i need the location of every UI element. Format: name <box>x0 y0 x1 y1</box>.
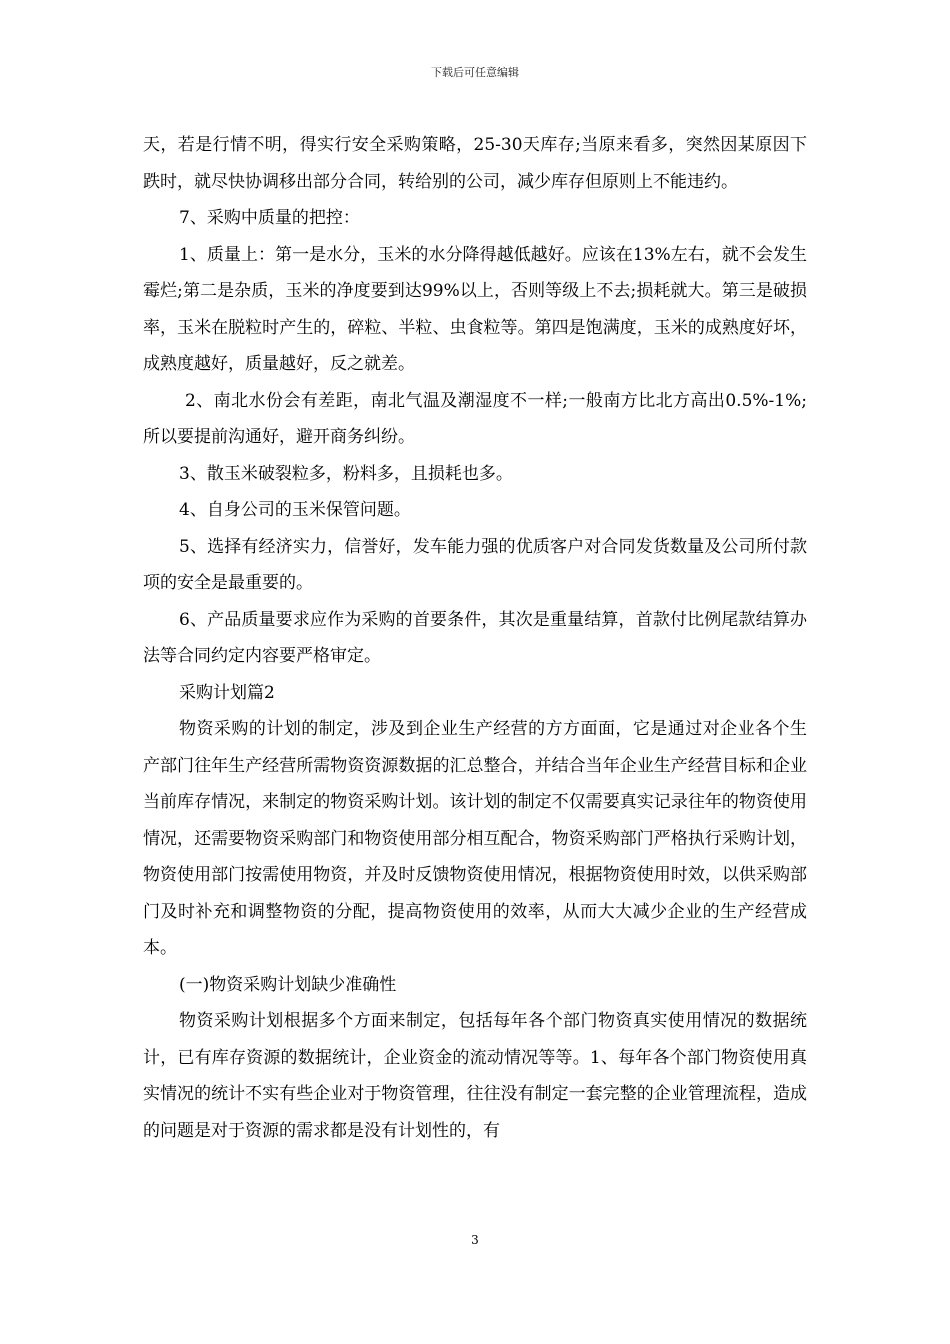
section-heading-quality-control: 7、采购中质量的把控： <box>179 208 360 228</box>
paragraph-quality-point-6: 6、产品质量要求应作为采购的首要条件，其次是重量结算，首款付比例尾款结算办法等合同约定内容要严格审定。 <box>143 609 807 666</box>
page-header-note: 下载后可任意编辑 <box>431 66 519 79</box>
page-number: 3 <box>471 1233 479 1247</box>
paragraph-plan-intro: 物资采购的计划的制定，涉及到企业生产经营的方方面面，它是通过对企业各个生产部门往年生产经营所需物资资源数据的汇总整合，并结合当年企业生产经营目标和企业当前库存情况，来制定的物资采购计划。该计划的制定不仅需要真实记录往年的物资使用情况，还需要物资采购部门和物资使用部分相互配合，物资采购部门严格执行采购计划，物资使用部门按需使用物资，并及时反馈物资使用情况，根据物资使用时效，以供采购部门及时补充和调整物资的分配，提高物资使用的效率，从而大大减少企业的生产经营成本。 <box>143 719 807 958</box>
paragraph-quality-point-3: 3、散玉米破裂粒多，粉料多，且损耗也多。 <box>179 463 513 484</box>
paragraph-quality-point-2: 2、南北水份会有差距，南北气温及潮湿度不一样;一般南方比北方高出0.5%-1%;所以要提前沟通好，避开商务纠纷。 <box>143 390 807 447</box>
subheading-plan-accuracy: (一)物资采购计划缺少准确性 <box>179 974 397 995</box>
section-title-plan-2: 采购计划篇2 <box>179 682 275 703</box>
paragraph-continuation: 天，若是行情不明，得实行安全采购策略，25-30天库存;当原来看多，突然因某原因下跌时，就尽快协调移出部分合同，转给别的公司，减少库存但原则上不能违约。 <box>143 135 807 192</box>
paragraph-quality-point-5: 5、选择有经济实力，信誉好，发车能力强的优质客户对合同发货数量及公司所付款项的安全是最重要的。 <box>143 536 807 593</box>
document-body <box>143 127 807 1149</box>
paragraph-quality-point-4: 4、自身公司的玉米保管问题。 <box>179 500 411 520</box>
paragraph-quality-point-1: 1、质量上：第一是水分，玉米的水分降得越低越好。应该在13%左右，就不会发生霉烂;第二是杂质，玉米的净度要到达99%以上，否则等级上不去;损耗就大。第三是破损率，玉米在脱粒时产生的，碎粒、半粒、虫食粒等。第四是饱满度，玉米的成熟度好坏，成熟度越好，质量越好，反之就差。 <box>143 244 807 374</box>
paragraph-plan-accuracy: 物资采购计划根据多个方面来制定，包括每年各个部门物资真实使用情况的数据统计，已有库存资源的数据统计，企业资金的流动情况等等。1、每年各个部门物资使用真实情况的统计不实有些企业对于物资管理，往往没有制定一套完整的企业管理流程，造成的问题是对于资源的需求都是没有计划性的，有 <box>143 1011 807 1141</box>
